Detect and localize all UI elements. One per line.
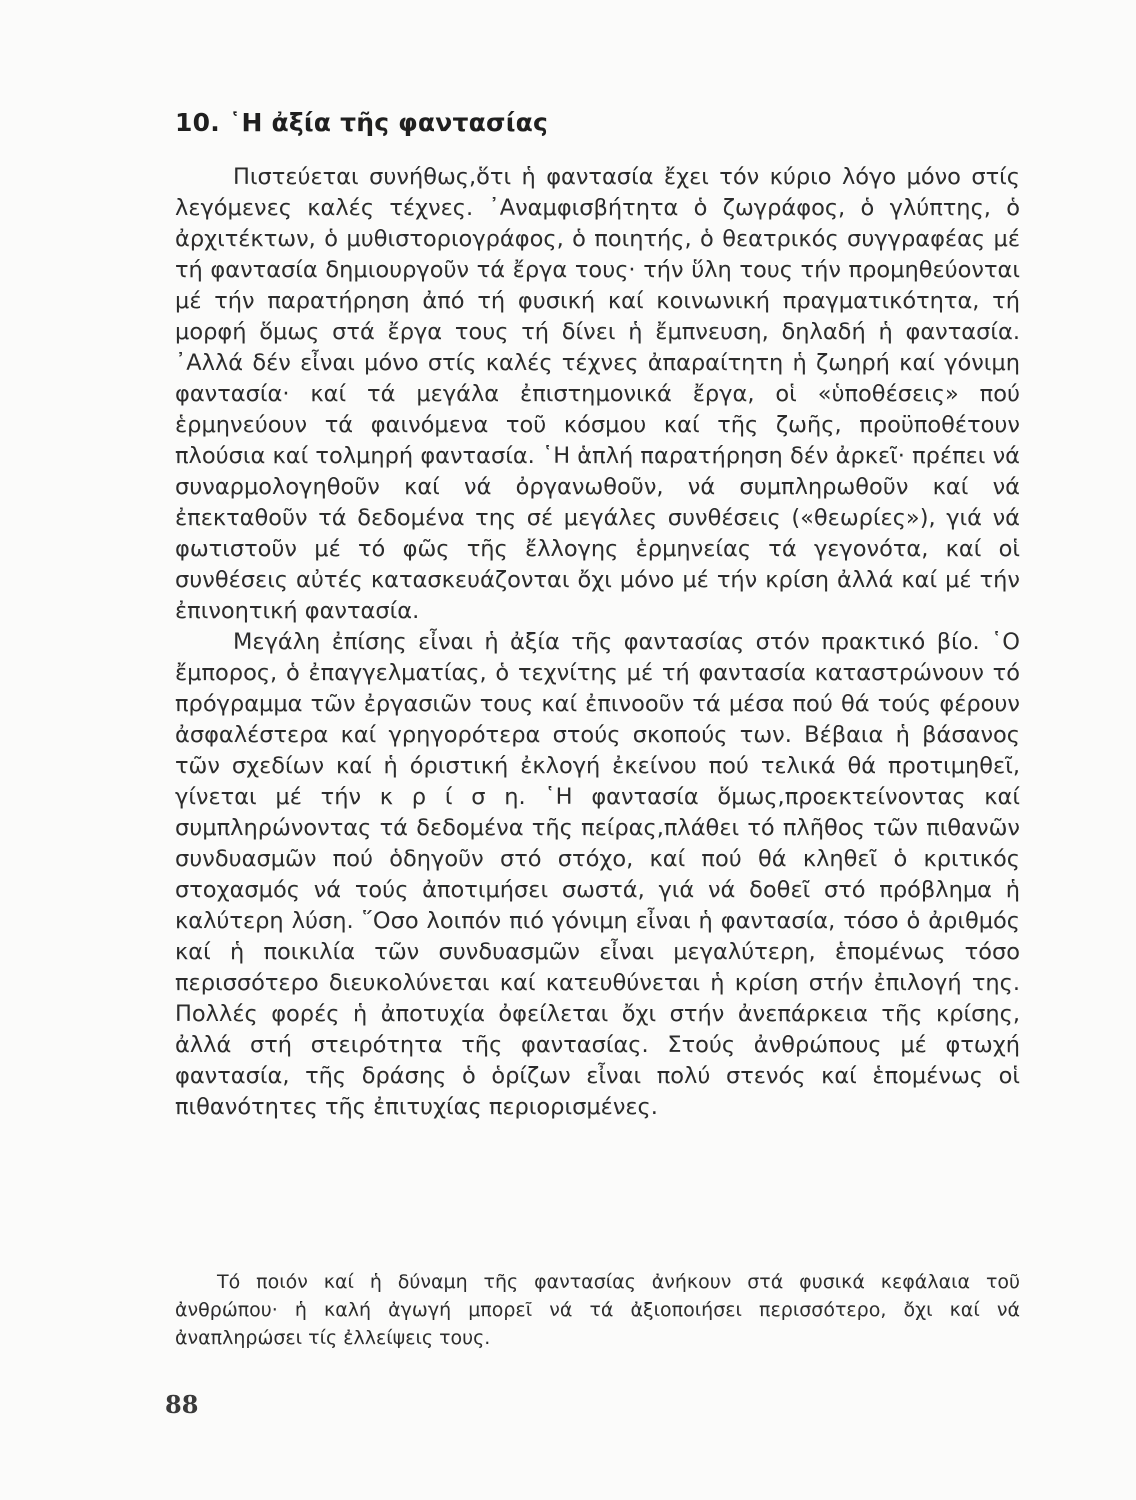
section-title: 10. ῾Η ἀξία τῆς φαντασίας	[175, 108, 549, 137]
paragraph-2: Μεγάλη ἐπίσης εἶναι ἡ ἀξία τῆς φαντασίας στόν πρακτικό βίο. ῾Ο ἔμπορος, ὁ ἐπαγγελματίας, ὁ τεχνίτης μέ τή φαντασία καταστρώνουν τό πρόγραμμα τῶν ἐργασιῶν τους καί ἐπινοοῦν τά μέσα πού θά τούς φέρουν ἀσφαλέστερα καί γρηγορότερα στούς σκοπούς των. Βέβαια ἡ βάσανος τῶν σχεδίων καί ἡ όριστική ἐκλογή ἐκείνου πού τελικά θά προτιμηθεῖ, γίνεται μέ τήν κ ρ ί σ η. ῾Η φαντασία ὅμως,προεκτείνοντας καί συμπληρώνοντας τά δεδομένα τῆς πείρας,πλάθει τό πλῆθος τῶν πιθανῶν συνδυασμῶν πού ὁδηγοῦν στό στόχο, καί πού θά κληθεῖ ὁ κριτικός στοχασμός νά τούς ἀποτιμήσει σωστά, γιά νά δοθεῖ στό πρόβλημα ἡ καλύτερη λύση. ῞Οσο λοιπόν πιό γόνιμη εἶναι ἡ φαντασία, τόσο ὁ ἀριθμός καί ἡ ποικιλία τῶν συνδυασμῶν εἶναι μεγαλύτερη, ἑπομένως τόσο περισσότερο διευκολύνεται καί κατευθύνεται ἡ κρίση στήν ἐπιλογή της. Πολλές φορές ἡ ἀποτυχία ὀφείλεται ὄχι στήν ἀνεπάρκεια τῆς κρίσης, ἀλλά στή στειρότητα τῆς φαντασίας. Στούς ἀνθρώπους μέ φτωχή φαντασία, τῆς δράσης ὁ ὁρίζων εἶναι πολύ στενός καί ἑπομένως οἱ πιθανότητες τῆς ἐπιτυχίας περιορισμένες.	[175, 629, 1020, 1120]
paragraph-1: Πιστεύεται συνήθως,ὅτι ἡ φαντασία ἔχει τόν κύριο λόγο μόνο στίς λεγόμενες καλές τέχνες. ᾿Αναμφισβήτητα ὁ ζωγράφος, ὁ γλύπτης, ὁ ἀρχιτέκτων, ὁ μυθιστοριογράφος, ὁ ποιητής, ὁ θεατρικός συγγραφέας μέ τή φαντασία δημιουργοῦν τά ἔργα τους· τήν ὕλη τους τήν προμηθεύονται μέ τήν παρατήρηση ἀπό τή φυσική καί κοινωνική πραγματικότητα, τή μορφή ὅμως στά ἔργα τους τή δίνει ἡ ἔμπνευση, δηλαδή ἡ φαντασία. ᾿Αλλά δέν εἶναι μόνο στίς καλές τέχνες ἀπαραίτητη ἡ ζωηρή καί γόνιμη φαντασία· καί τά μεγάλα ἐπιστημονικά ἔργα, οἱ «ὑποθέσεις» πού ἑρμηνεύουν τά φαινόμενα τοῦ κόσμου καί τῆς ζωῆς, προϋποθέτουν πλούσια καί τολμηρή φαντασία. ῾Η ἁπλή παρατήρηση δέν ἀρκεῖ· πρέπει νά συναρμολογηθοῦν καί νά ὀργανωθοῦν, νά συμπληρωθοῦν καί νά ἐπεκταθοῦν τά δεδομένα της σέ μεγάλες συνθέσεις («θεωρίες»), γιά νά φωτιστοῦν μέ τό φῶς τῆς ἔλλογης ἑρμηνείας τά γεγονότα, καί οἱ συνθέσεις αὐτές κατασκευάζονται ὄχι μόνο μέ τήν κρίση ἀλλά καί μέ τήν ἐπινοητική φαντασία.	[175, 164, 1020, 624]
summary-note: Τό ποιόν καί ἡ δύναμη τῆς φαντασίας ἀνήκουν στά φυσικά κεφάλαια τοῦ ἀνθρώπου· ἡ καλή ἀγωγή μπορεῖ νά τά ἀξιοποιήσει περισσότερο, ὄχι καί νά ἀναπληρώσει τίς ἐλλείψεις τους.	[175, 1271, 1020, 1349]
page-number: 88	[165, 1390, 199, 1419]
body-text	[175, 162, 1020, 1123]
